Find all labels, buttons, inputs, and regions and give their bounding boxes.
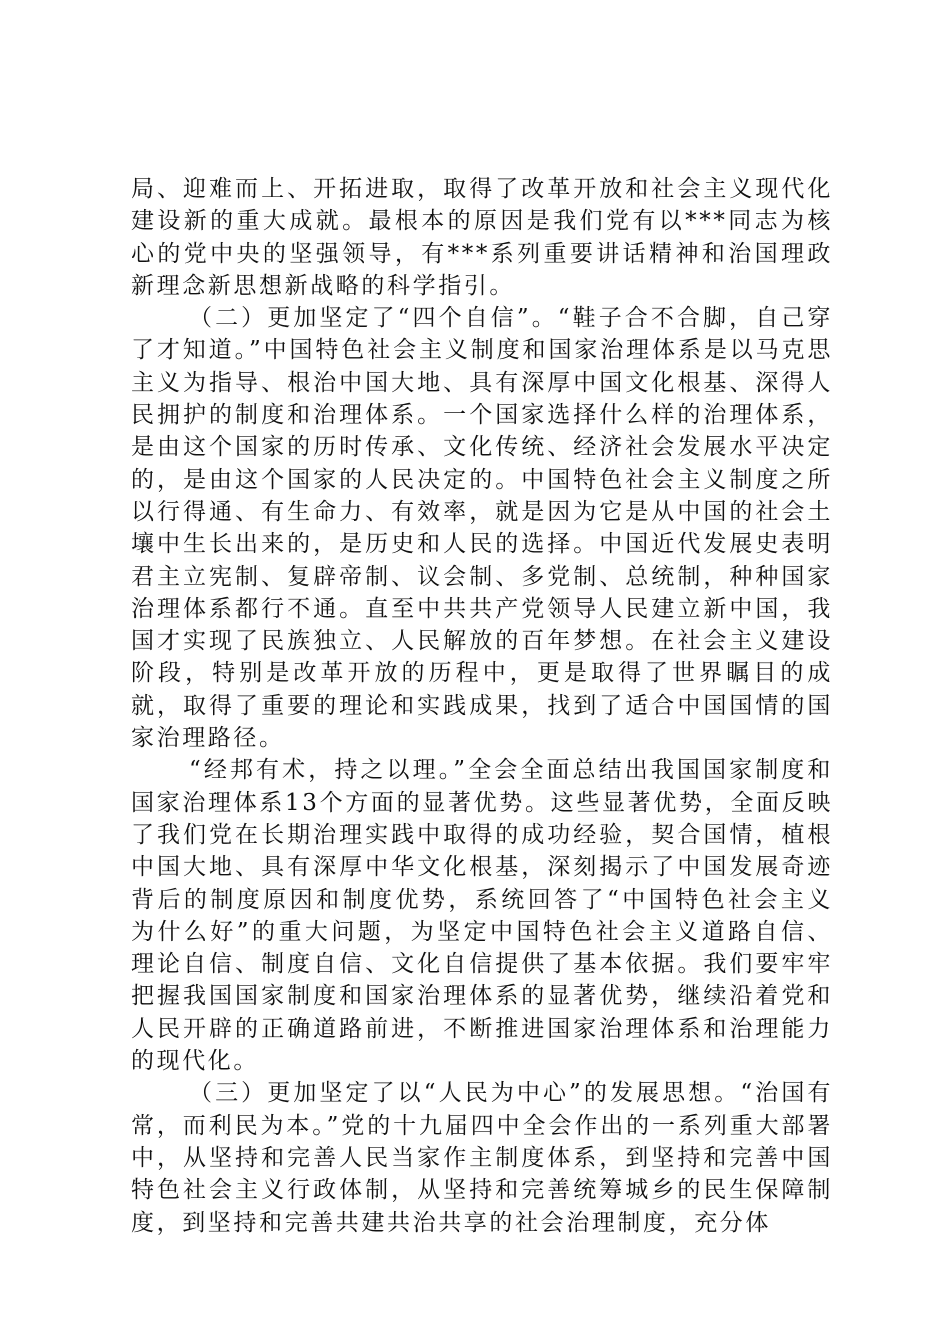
body-text: [131, 173, 833, 1239]
paragraph-continuation: 局、迎难而上、开拓进取，取得了改革开放和社会主义现代化建设新的重大成就。最根本的原因是我们党有以***同志为核心的党中央的坚强领导，有***系列重要讲话精神和治国理政新理念新思想新战略的科学指引。: [131, 176, 833, 299]
paragraph-section-three: （三）更加坚定了以“人民为中心”的发展思想。“治国有常，而利民为本。”党的十九届四中全会作出的一系列重大部署中，从坚持和完善人民当家作主制度体系，到坚持和完善中国特色社会主义行政体制，从坚持和完善统筹城乡的民生保障制度，到坚持和完善共建共治共享的社会治理制度，充分体: [131, 1080, 833, 1236]
paragraph-section-two: （二）更加坚定了“四个自信”。“鞋子合不合脚，自己穿了才知道。”中国特色社会主义制度和国家治理体系是以马克思主义为指导、根治中国大地、具有深厚中国文化根基、深得人民拥护的制度和治理体系。一个国家选择什么样的治理体系，是由这个国家的历时传承、文化传统、经济社会发展水平决定的，是由这个国家的人民决定的。中国特色社会主义制度之所以行得通、有生命力、有效率，就是因为它是从中国的社会土壤中生长出来的，是历史和人民的选择。中国近代发展史表明君主立宪制、复辟帝制、议会制、多党制、总统制，种种国家治理体系都行不通。直至中共共产党领导人民建立新中国，我国才实现了民族独立、人民解放的百年梦想。在社会主义建设阶段，特别是改革开放的历程中，更是取得了世界瞩目的成就，取得了重要的理论和实践成果，找到了适合中国国情的国家治理路径。: [131, 305, 833, 752]
paragraph-advantages: “经邦有术，持之以理。”全会全面总结出我国国家制度和国家治理体系13个方面的显著优势。这些显著优势，全面反映了我们党在长期治理实践中取得的成功经验，契合国情，植根中国大地、具有深厚中华文化根基，深刻揭示了中国发展奇迹背后的制度原因和制度优势，系统回答了“中国特色社会主义为什么好”的重大问题，为坚定中国特色社会主义道路自信、理论自信、制度自信、文化自信提供了基本依据。我们要牢牢把握我国国家制度和国家治理体系的显著优势，继续沿着党和人民开辟的正确道路前进，不断推进国家治理体系和治理能力的现代化。: [131, 757, 833, 1075]
